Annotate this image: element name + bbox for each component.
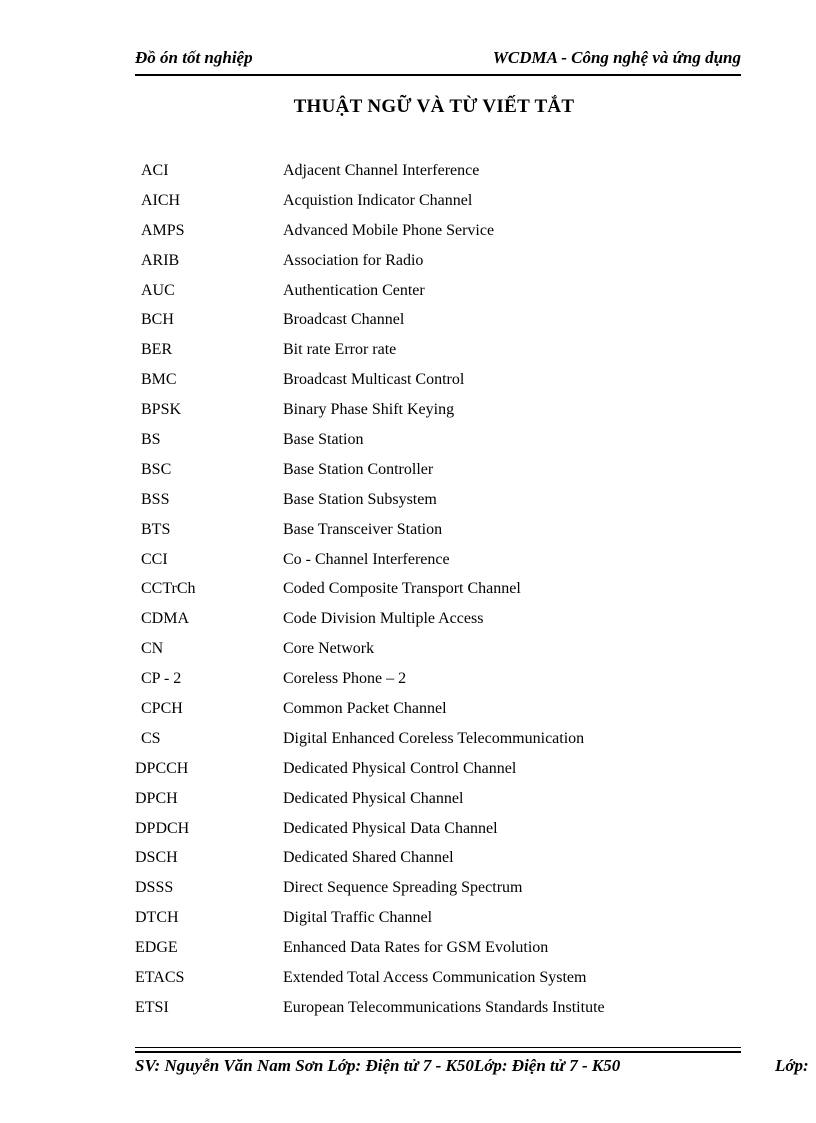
glossary-abbreviation: CCI bbox=[141, 550, 168, 568]
glossary-row bbox=[0, 876, 816, 906]
glossary-row bbox=[0, 219, 816, 249]
glossary-term: Code Division Multiple Access bbox=[283, 610, 484, 628]
glossary-term: Adjacent Channel Interference bbox=[283, 162, 480, 179]
footer-rule-thick bbox=[135, 1051, 741, 1053]
footer-rule bbox=[135, 1047, 741, 1048]
glossary-row bbox=[0, 308, 816, 338]
glossary-term: Dedicated Physical Data Channel bbox=[283, 819, 498, 837]
glossary-term: Advanced Mobile Phone Service bbox=[283, 221, 495, 239]
glossary-row bbox=[0, 637, 816, 667]
glossary-term: Digital Traffic Channel bbox=[283, 909, 433, 927]
glossary-abbreviation: CCTrCh bbox=[141, 580, 196, 598]
glossary-row bbox=[0, 398, 816, 428]
glossary-abbreviation: CN bbox=[141, 640, 164, 658]
glossary-abbreviation: BTS bbox=[141, 520, 171, 538]
glossary-row bbox=[0, 757, 816, 787]
glossary-row bbox=[0, 936, 816, 966]
page-title: THUẬT NGỮ VÀ TỪ VIẾT TẮT bbox=[293, 96, 575, 117]
glossary-term: Broadcast Multicast Control bbox=[283, 371, 465, 389]
glossary-abbreviation: BSS bbox=[141, 490, 170, 508]
footer-right-text: Lớp: bbox=[775, 1056, 809, 1075]
glossary-term: Base Station Subsystem bbox=[283, 490, 437, 508]
footer-left-text: SV: Nguyễn Văn Nam Sơn Lớp: Điện tử 7 - K50Lớp: Điện tử 7 - K50 bbox=[135, 1056, 621, 1075]
glossary-term: Co - Channel Interference bbox=[283, 550, 450, 568]
glossary-row bbox=[0, 577, 816, 607]
glossary-term: Enhanced Data Rates for GSM Evolution bbox=[283, 939, 549, 957]
glossary-abbreviation: AMPS bbox=[141, 221, 185, 239]
glossary-abbreviation: DSCH bbox=[135, 849, 178, 867]
glossary-abbreviation: BMC bbox=[141, 371, 177, 389]
glossary-term: Direct Sequence Spreading Spectrum bbox=[283, 879, 523, 897]
glossary-abbreviation: CS bbox=[141, 729, 161, 747]
glossary-row bbox=[0, 518, 816, 548]
glossary-row bbox=[0, 189, 816, 219]
header-rule bbox=[135, 74, 741, 76]
glossary-abbreviation: AUC bbox=[141, 281, 175, 299]
glossary-row bbox=[0, 338, 816, 368]
glossary-abbreviation: BPSK bbox=[141, 401, 182, 419]
glossary-term: Base Station bbox=[283, 431, 364, 449]
header-left-text: Đồ ón tốt nghiệp bbox=[135, 48, 253, 67]
glossary-row bbox=[0, 249, 816, 279]
glossary-row bbox=[0, 906, 816, 936]
glossary-row bbox=[0, 428, 816, 458]
glossary-row bbox=[0, 787, 816, 817]
glossary-abbreviation: ARIB bbox=[141, 251, 180, 269]
glossary-abbreviation: DPDCH bbox=[135, 819, 190, 837]
glossary-row bbox=[0, 966, 816, 996]
glossary-abbreviation: BER bbox=[141, 341, 173, 359]
glossary-abbreviation: DPCCH bbox=[135, 759, 189, 777]
page-footer bbox=[135, 1056, 816, 1080]
glossary-term: Extended Total Access Communication System bbox=[283, 969, 587, 987]
glossary-row bbox=[0, 846, 816, 876]
glossary-term: Dedicated Physical Control Channel bbox=[283, 759, 517, 777]
glossary-abbreviation: ETACS bbox=[135, 969, 185, 987]
glossary-list bbox=[0, 159, 816, 1026]
glossary-abbreviation: BCH bbox=[141, 311, 174, 329]
glossary-term: Dedicated Shared Channel bbox=[283, 849, 454, 867]
glossary-abbreviation: CPCH bbox=[141, 700, 183, 718]
glossary-row bbox=[0, 996, 816, 1026]
glossary-term: Base Transceiver Station bbox=[283, 520, 443, 538]
glossary-term: Binary Phase Shift Keying bbox=[283, 401, 455, 419]
glossary-abbreviation: ETSI bbox=[135, 998, 169, 1016]
glossary-row bbox=[0, 697, 816, 727]
glossary-row bbox=[0, 368, 816, 398]
glossary-abbreviation: BSC bbox=[141, 460, 172, 478]
glossary-abbreviation: EDGE bbox=[135, 939, 178, 957]
glossary-abbreviation: DPCH bbox=[135, 789, 178, 807]
glossary-abbreviation: DTCH bbox=[135, 909, 179, 927]
glossary-abbreviation: BS bbox=[141, 431, 161, 449]
glossary-term: Broadcast Channel bbox=[283, 311, 405, 329]
glossary-term: Acquistion Indicator Channel bbox=[283, 191, 473, 209]
glossary-term: Base Station Controller bbox=[283, 460, 434, 478]
glossary-abbreviation: AICH bbox=[141, 191, 181, 209]
glossary-row bbox=[0, 279, 816, 309]
glossary-row bbox=[0, 817, 816, 847]
glossary-term: European Telecommunications Standards Institute bbox=[283, 998, 605, 1016]
glossary-abbreviation: CP - 2 bbox=[141, 670, 182, 688]
glossary-abbreviation: CDMA bbox=[141, 610, 190, 628]
glossary-term: Coreless Phone – 2 bbox=[283, 670, 407, 688]
glossary-abbreviation: ACI bbox=[141, 162, 169, 179]
glossary-term: Association for Radio bbox=[283, 251, 424, 269]
header-right-text: WCDMA - Công nghệ và ứng dụng bbox=[492, 48, 741, 67]
glossary-term: Digital Enhanced Coreless Telecommunication bbox=[283, 729, 585, 747]
glossary-row bbox=[0, 488, 816, 518]
glossary-abbreviation: DSSS bbox=[135, 879, 174, 897]
glossary-row bbox=[0, 159, 816, 189]
glossary-term: Common Packet Channel bbox=[283, 700, 447, 718]
glossary-term: Dedicated Physical Channel bbox=[283, 789, 464, 807]
glossary-row bbox=[0, 607, 816, 637]
glossary-row bbox=[0, 548, 816, 578]
glossary-term: Authentication Center bbox=[283, 281, 425, 299]
glossary-term: Core Network bbox=[283, 640, 375, 658]
glossary-row bbox=[0, 727, 816, 757]
glossary-term: Bit rate Error rate bbox=[283, 341, 397, 359]
glossary-row bbox=[0, 667, 816, 697]
glossary-term: Coded Composite Transport Channel bbox=[283, 580, 521, 598]
glossary-row bbox=[0, 458, 816, 488]
